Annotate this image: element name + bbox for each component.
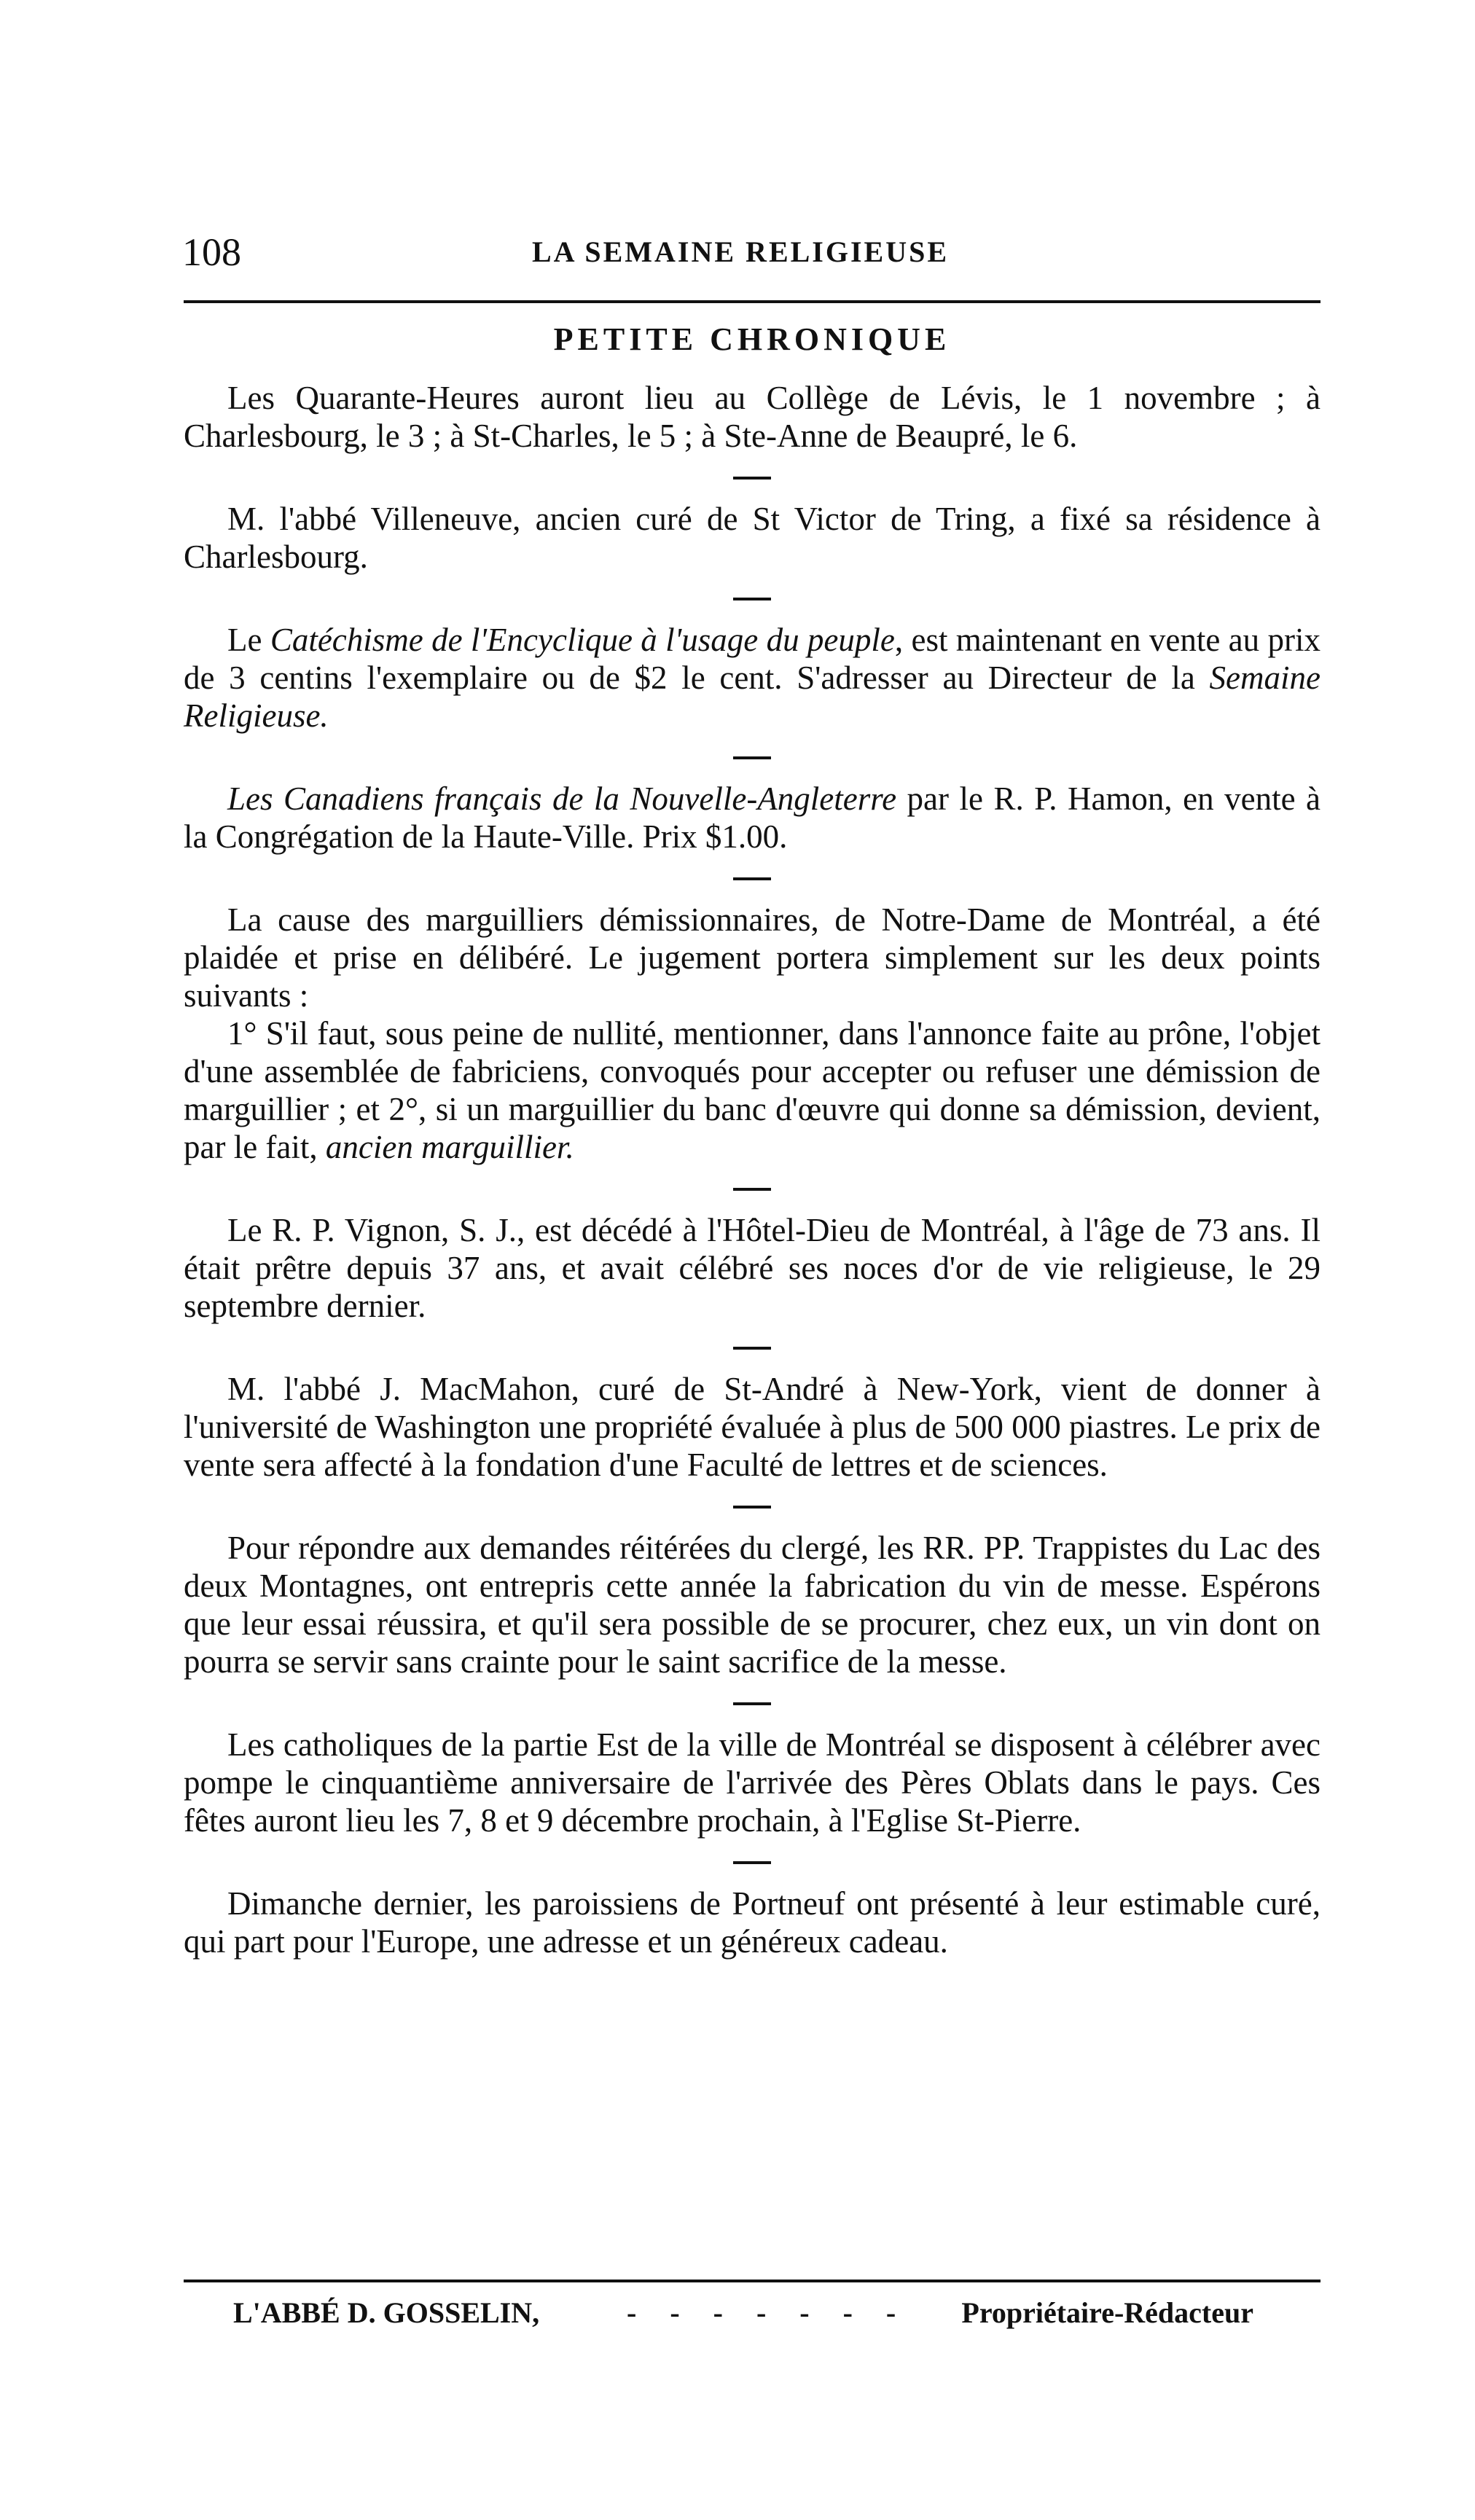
- chronicle-item: [184, 598, 1321, 735]
- chronicle-body: [184, 379, 1321, 1960]
- chronicle-item: [184, 1702, 1321, 1839]
- item-paragraph: [184, 1529, 1321, 1680]
- italic-text: Catéchisme de l'Encyclique à l'usage du peuple: [270, 622, 895, 658]
- chronicle-item: [184, 756, 1321, 856]
- chronicle-item: [184, 877, 1321, 1166]
- item-separator: [733, 1506, 771, 1509]
- item-separator: [733, 877, 771, 880]
- italic-text: ancien marguillier.: [325, 1129, 574, 1165]
- item-paragraph: [184, 500, 1321, 576]
- text-segment: par le R. P. Hamon, en vente à la Congrégation de la Haute-Ville. Prix $1.00.: [184, 780, 1321, 855]
- page-number: 108: [182, 230, 241, 274]
- text-segment: Les catholiques de la partie Est de la ville de Montréal se disposent à célébrer avec pompe le cinquantième anniversaire de l'arrivée des Pères Oblats dans le pays. Ces fêtes auront lieu les 7, 8 et 9 décembre prochain, à l'Eglise St-Pierre.: [184, 1726, 1321, 1839]
- section-title: PETITE CHRONIQUE: [553, 321, 951, 357]
- item-paragraph: [184, 1014, 1321, 1166]
- item-paragraph: [184, 901, 1321, 1014]
- item-paragraph: [184, 1885, 1321, 1960]
- item-separator: [733, 477, 771, 480]
- chronicle-item: [184, 1347, 1321, 1484]
- running-title: LA SEMAINE RELIGIEUSE: [532, 235, 950, 268]
- footer-author: L'ABBÉ D. GOSSELIN,: [233, 2296, 540, 2329]
- footer-role: Propriétaire-Rédacteur: [961, 2296, 1253, 2329]
- item-separator: [733, 1702, 771, 1705]
- item-separator: [733, 1188, 771, 1191]
- text-segment: Le R. P. Vignon, S. J., est décédé à l'Hôtel-Dieu de Montréal, à l'âge de 73 ans. Il était prêtre depuis 37 ans, et avait célébré ses noces d'or de vie religieuse, le 29 septembre dernier.: [184, 1212, 1321, 1324]
- item-separator: [733, 598, 771, 600]
- item-paragraph: [184, 621, 1321, 735]
- header-rule: [184, 300, 1321, 303]
- item-paragraph: [184, 1726, 1321, 1839]
- item-separator: [733, 1347, 771, 1350]
- text-segment: Pour répondre aux demandes réitérées du clergé, les RR. PP. Trappistes du Lac des deux Montagnes, ont entrepris cette année la fabrication du vin de messe. Espérons que leur essai réussira, et qu'il sera possible de se procurer, chez eux, un vin dont on pourra se servir sans crainte pour le saint sacrifice de la messe.: [184, 1530, 1321, 1680]
- text-segment: La cause des marguilliers démissionnaires, de Notre-Dame de Montréal, a été plaidée et prise en délibéré. Le jugement portera simplement sur les deux points suivants :: [184, 901, 1321, 1014]
- running-head: [182, 230, 1319, 274]
- chronicle-item: [184, 379, 1321, 455]
- footer: [233, 2291, 1253, 2335]
- chronicle-item: [184, 477, 1321, 576]
- chronicle-item: [184, 1188, 1321, 1325]
- item-separator: [733, 756, 771, 759]
- footer-dots: - - - - - - -: [627, 2296, 909, 2329]
- italic-text: Les Canadiens français de la Nouvelle-Angleterre: [227, 780, 897, 817]
- text-segment: Les Quarante-Heures auront lieu au Collège de Lévis, le 1 novembre ; à Charlesbourg, le 3 ; à St-Charles, le 5 ; à Ste-Anne de Beaupré, le 6.: [184, 380, 1321, 454]
- item-paragraph: [184, 1370, 1321, 1484]
- item-paragraph: [184, 1211, 1321, 1325]
- item-paragraph: [184, 379, 1321, 455]
- text-segment: 1° S'il faut, sous peine de nullité, mentionner, dans l'annonce faite au prône, l'objet d'une assemblée de fabriciens, convoqués pour accepter ou refuser une démission de marguillier ; et 2°, si un marguillier du banc d'œuvre qui donne sa démission, devient, par le fait,: [184, 1015, 1321, 1165]
- text-segment: M. l'abbé Villeneuve, ancien curé de St Victor de Tring, a fixé sa résidence à Charlesbourg.: [184, 501, 1321, 575]
- text-segment: M. l'abbé J. MacMahon, curé de St-André à New-York, vient de donner à l'université de Washington une propriété évaluée à plus de 500 000 piastres. Le prix de vente sera affecté à la fondation d'une Faculté de lettres et de sciences.: [184, 1371, 1321, 1483]
- text-segment: Dimanche dernier, les paroissiens de Portneuf ont présenté à leur estimable curé, qui part pour l'Europe, une adresse et un généreux cadeau.: [184, 1885, 1321, 1960]
- text-segment: , est maintenant en vente au prix de 3 centins l'exemplaire ou de $2 le cent. S'adresser au Directeur de la: [184, 622, 1321, 696]
- text-segment: Le: [227, 622, 270, 658]
- chronicle-item: [184, 1861, 1321, 1960]
- item-separator: [733, 1861, 771, 1864]
- italic-text: Semaine Religieuse.: [184, 660, 1321, 734]
- footer-rule: [184, 2280, 1321, 2282]
- item-paragraph: [184, 780, 1321, 856]
- chronicle-item: [184, 1506, 1321, 1680]
